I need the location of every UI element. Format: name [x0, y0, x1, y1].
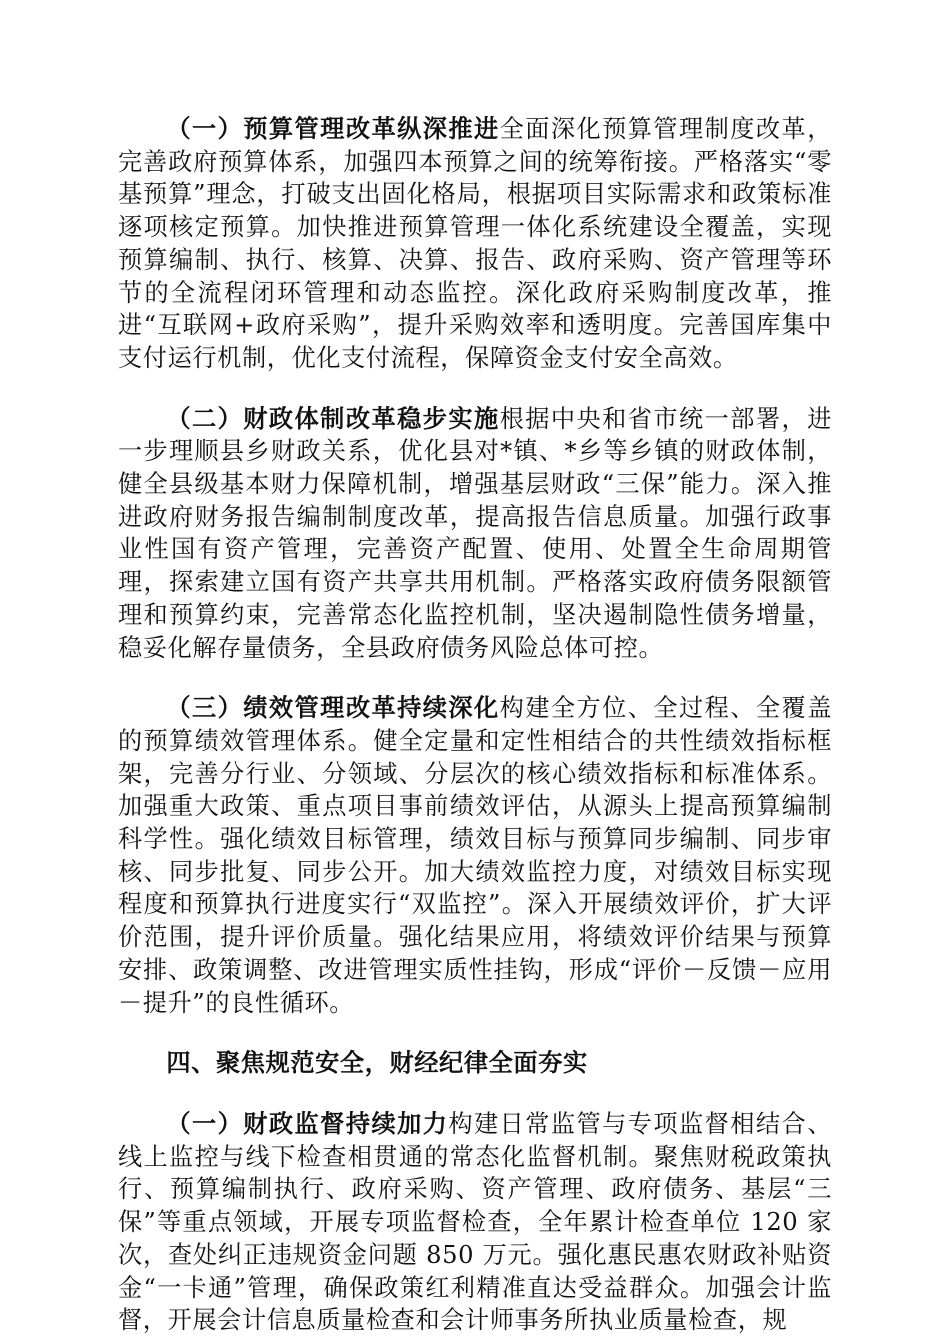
paragraph-body: 全面深化预算管理制度改革，完善政府预算体系，加强四本预算之间的统筹衔接。严格落实“零基预算”理念，打破支出固化格局，根据项目实际需求和政策标准逐项核定预算。加快推进预算管理一体化系统建设全覆盖，实现预算编制、执行、核算、决算、报告、政府采购、资产管理等环节的全流程闭环管理和动态监控。深化政府采购制度改革，推进“互联网+政府采购”，提升采购效率和透明度。完善国库集中支付运行机制，优化支付流程，保障资金支付安全高效。	[118, 115, 832, 372]
paragraph-lead: （三）绩效管理改革持续深化	[166, 693, 500, 723]
paragraph-budget-reform	[118, 113, 832, 375]
paragraph-performance-reform	[118, 692, 832, 1019]
paragraph-lead: （一）预算管理改革纵深推进	[166, 114, 500, 143]
paragraph-body: 根据中央和省市统一部署，进一步理顺县乡财政关系，优化县对*镇、*乡等乡镇的财政体制，健全县级基本财力保障机制，增强基层财政“三保”能力。深入推进政府财务报告编制制度改革，提高报告信息质量。加强行政事业性国有资产管理，完善资产配置、使用、处置全生命周期管理，探索建立国有资产共享共用机制。严格落实政府债务限额管理和预算约束，完善常态化监控机制，坚决遏制隐性债务增量，稳妥化解存量债务，全县政府债务风险总体可控。	[118, 404, 832, 662]
paragraph-body: 构建日常监管与专项监督相结合、线上监控与线下检查相贯通的常态化监督机制。聚焦财税政策执行、预算编制执行、政府采购、资产管理、政府债务、基层“三保”等重点领域，开展专项监督检查，全年累计检查单位 120 家次，查处纠正违规资金问题 850 万元。强化惠民惠农财政补贴资金“一卡通”管理，确保政策红利精准直达受益群众。加强会计监督，开展会计信息质量检查和会计师事务所执业质量检查，规	[118, 1109, 832, 1335]
paragraph-lead: （一）财政监督持续加力	[166, 1108, 449, 1138]
paragraph-fiscal-supervision	[118, 1108, 832, 1337]
paragraph-fiscal-system-reform	[118, 403, 832, 665]
section-heading-four: 四、聚焦规范安全，财经纪律全面夯实	[166, 1048, 588, 1078]
paragraph-lead: （二）财政体制改革稳步实施	[166, 403, 500, 433]
paragraph-body: 构建全方位、全过程、全覆盖的预算绩效管理体系。健全定量和定性相结合的共性绩效指标框架，完善分行业、分领域、分层次的核心绩效指标和标准体系。加强重大政策、重点项目事前绩效评估，从源头上提高预算编制科学性。强化绩效目标管理，绩效目标与预算同步编制、同步审核、同步批复、同步公开。加大绩效监控力度，对绩效目标实现程度和预算执行进度实行“双监控”。深入开展绩效评价，扩大评价范围，提升评价质量。强化结果应用，将绩效评价结果与预算安排、政策调整、改进管理实质性挂钩，形成“评价－反馈－应用－提升”的良性循环。	[118, 694, 832, 1017]
